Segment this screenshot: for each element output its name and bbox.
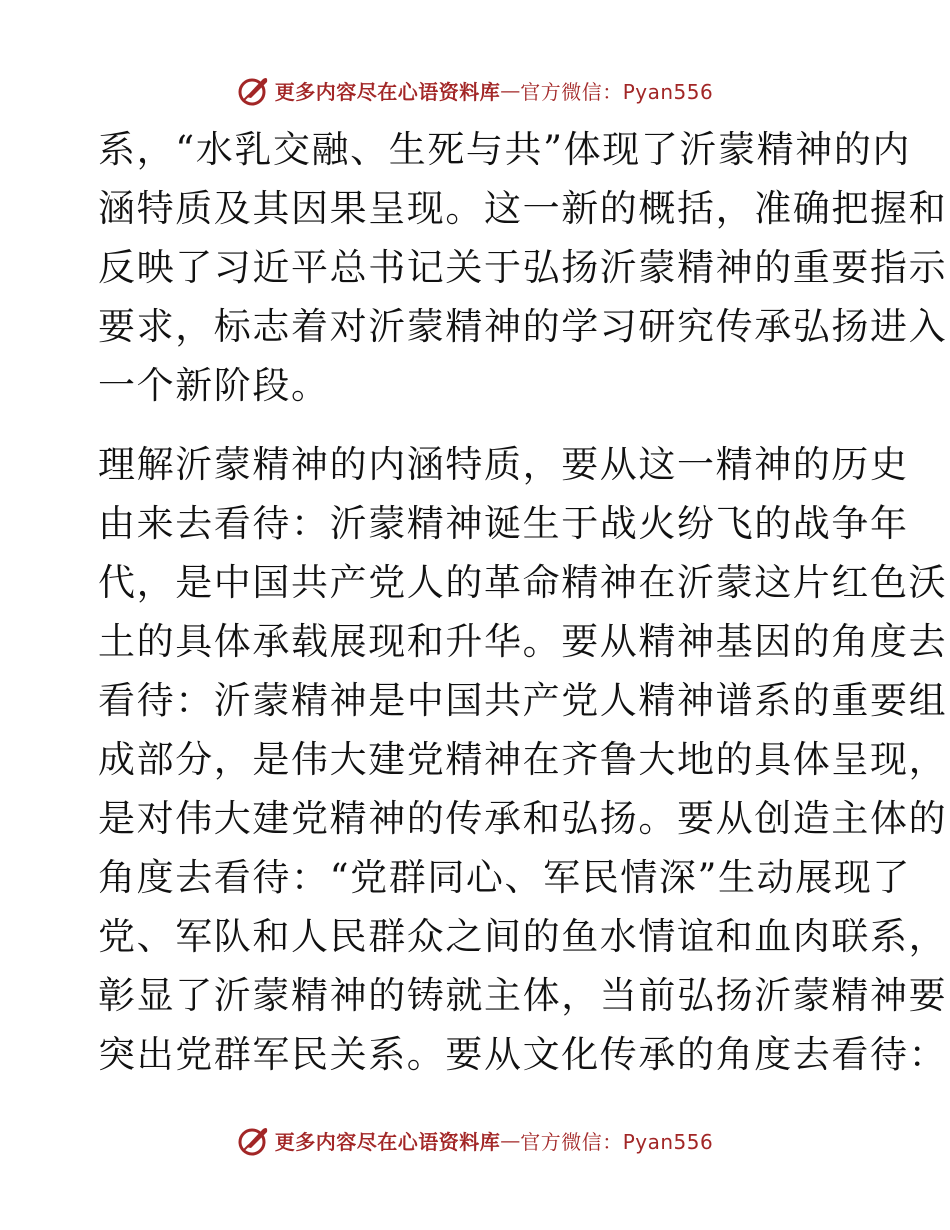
document-body xyxy=(98,120,948,1084)
text-line: 党、军队和人民群众之间的鱼水情谊和血肉联系， xyxy=(98,915,948,958)
text-line: 突出党群军民关系。要从文化传承的角度去看待： xyxy=(98,1033,948,1076)
text-line: 是对伟大建党精神的传承和弘扬。要从创造主体的 xyxy=(98,797,948,840)
text-line: 一个新阶段。 xyxy=(98,364,330,407)
text-line: 要求，标志着对沂蒙精神的学习研究传承弘扬进入 xyxy=(98,305,948,348)
footer-banner-prefix: 更多内容尽在心语资料库 xyxy=(274,1129,501,1154)
text-line: 理解沂蒙精神的内涵特质，要从这一精神的历史 xyxy=(98,443,909,486)
text-line: 由来去看待：沂蒙精神诞生于战火纷飞的战争年 xyxy=(98,502,909,545)
text-line: 看待：沂蒙精神是中国共产党人精神谱系的重要组 xyxy=(98,679,948,722)
text-line: 土的具体承载展现和升华。要从精神基因的角度去 xyxy=(98,620,948,663)
footer-banner xyxy=(0,1120,950,1160)
text-line: 成部分，是伟大建党精神在齐鲁大地的具体呈现， xyxy=(98,738,948,781)
header-banner-prefix: 更多内容尽在心语资料库 xyxy=(274,79,501,104)
paragraph-1 xyxy=(98,120,948,415)
text-line: 涵特质及其因果呈现。这一新的概括，准确把握和 xyxy=(98,187,948,230)
text-line: 系，“水乳交融、生死与共”体现了沂蒙精神的内 xyxy=(98,128,912,171)
header-banner xyxy=(0,70,950,110)
feather-logo-icon xyxy=(237,73,271,107)
text-line: 彰显了沂蒙精神的铸就主体，当前弘扬沂蒙精神要 xyxy=(98,974,948,1017)
feather-logo-icon xyxy=(237,1123,271,1157)
header-banner-dash: — xyxy=(500,78,521,102)
text-line: 角度去看待：“党群同心、军民情深”生动展现了 xyxy=(98,856,912,899)
text-line: 代，是中国共产党人的革命精神在沂蒙这片红色沃 xyxy=(98,561,948,604)
footer-banner-dash: — xyxy=(500,1128,521,1152)
paragraph-gap xyxy=(98,415,858,435)
text-line: 反映了习近平总书记关于弘扬沂蒙精神的重要指示 xyxy=(98,246,948,289)
footer-banner-wechat: 官方微信：Pyan556 xyxy=(520,1129,714,1154)
paragraph-2 xyxy=(98,435,948,1084)
header-banner-wechat: 官方微信：Pyan556 xyxy=(520,79,714,104)
